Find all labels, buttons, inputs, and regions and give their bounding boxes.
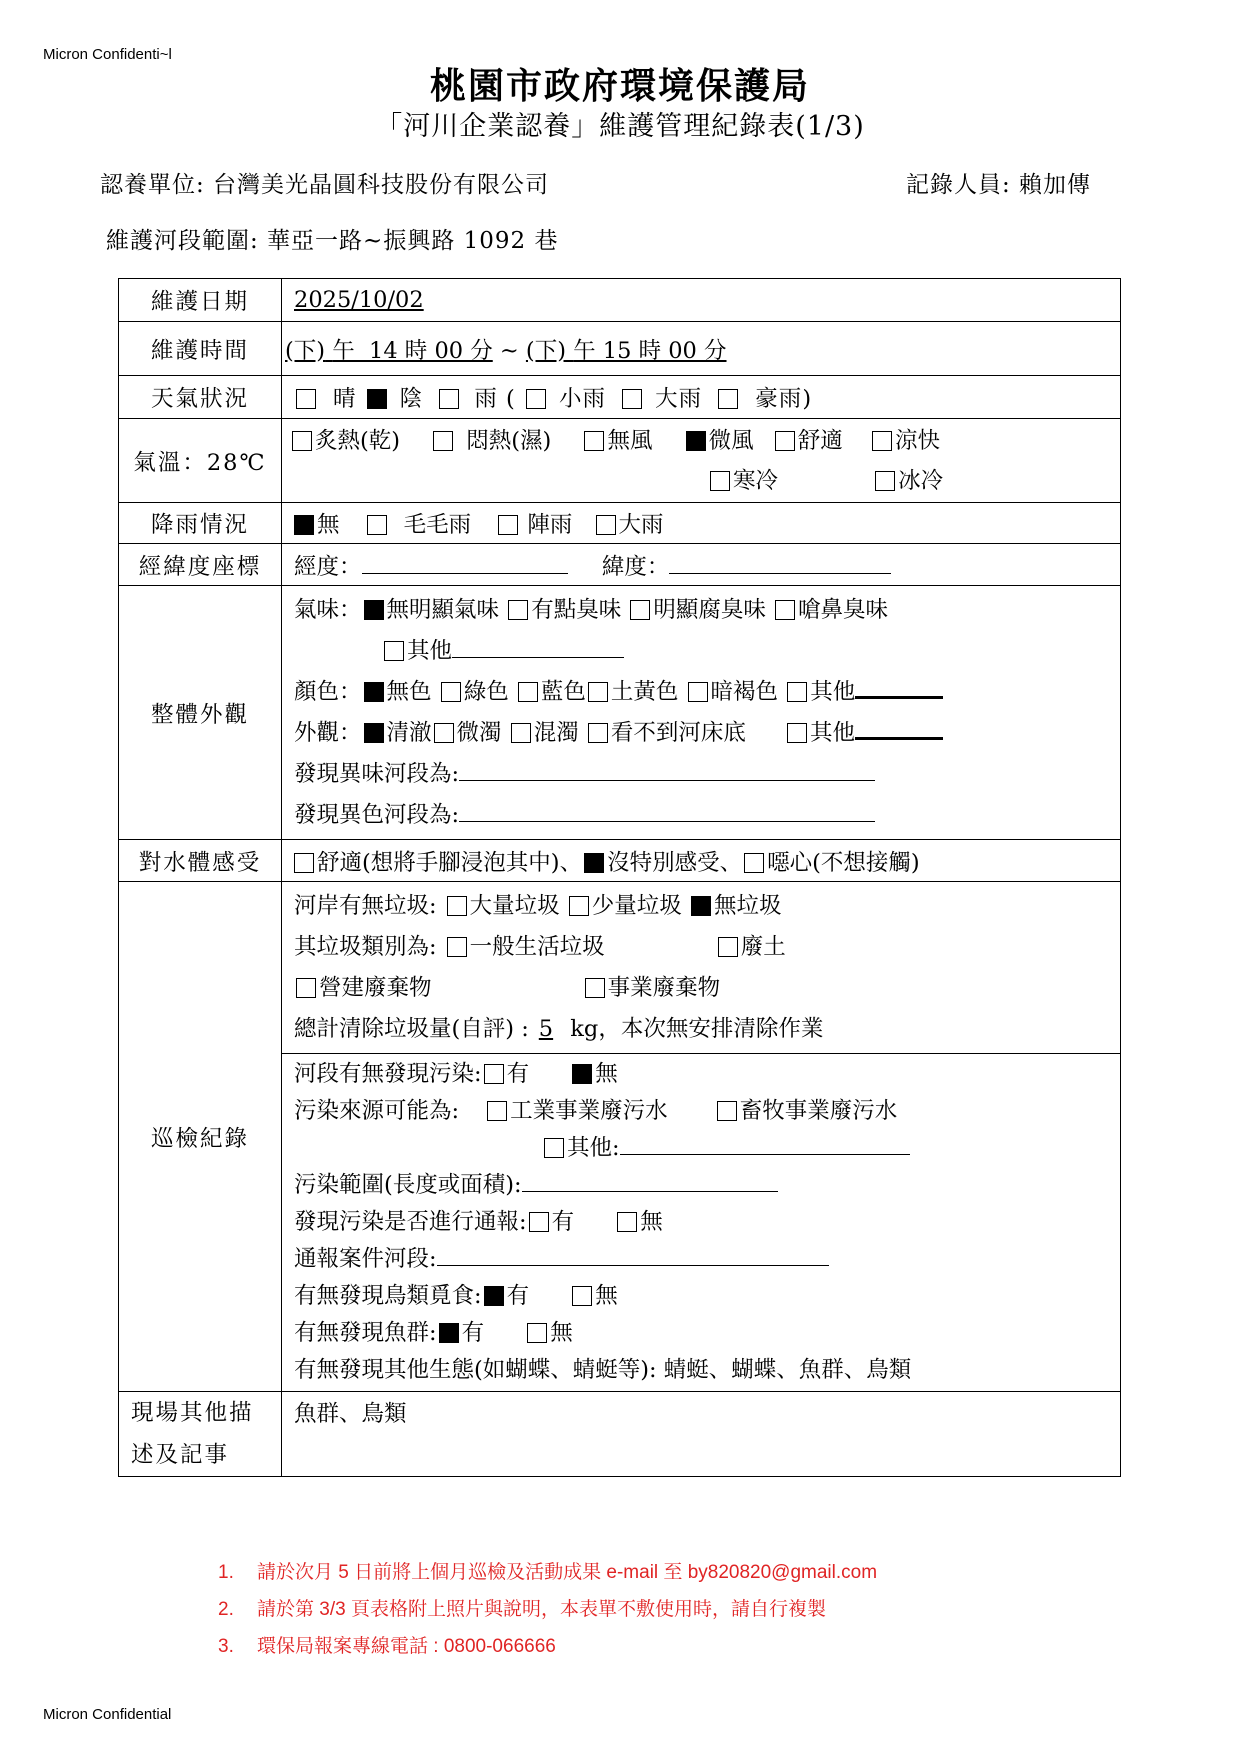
checkbox-torrential-rain[interactable] [718, 389, 738, 409]
confidential-mark-bottom: Micron Confidential [43, 1706, 172, 1723]
look-option-label: 其他 [810, 719, 856, 746]
checkbox-source-other[interactable] [544, 1138, 564, 1158]
row-coordinates [119, 544, 1121, 586]
footer-notes [218, 1554, 877, 1665]
source-label: 污染來源可能為: [294, 1098, 460, 1124]
smell-option-label: 明顯腐臭味 [653, 596, 766, 623]
checkbox-no-trash[interactable] [691, 896, 711, 916]
checkbox-fish-yes[interactable] [439, 1323, 459, 1343]
rain-option-label: 無 [317, 512, 340, 538]
trash-type-label: 營建廢棄物 [319, 974, 432, 1001]
odor-section-label: 發現異味河段為: [294, 760, 460, 787]
checkbox-drizzle[interactable] [367, 515, 387, 535]
checkbox-slightly-turbid[interactable] [434, 723, 454, 743]
checkbox-no-wind[interactable] [584, 431, 604, 451]
trash-label: 河岸有無垃圾: [294, 892, 437, 919]
coordinates-cell [282, 544, 1121, 586]
checkbox-look-other[interactable] [787, 723, 807, 743]
yes-label: 有 [551, 1209, 575, 1235]
time-end [526, 338, 727, 364]
longitude-field[interactable] [362, 551, 568, 574]
temp-option-label: 微風 [708, 427, 754, 454]
birds-label: 有無發現鳥類覓食: [294, 1283, 482, 1309]
time-value-cell [282, 322, 1121, 376]
checkbox-cool[interactable] [872, 431, 892, 451]
checkbox-heavy-rain[interactable] [622, 389, 642, 409]
time-start [285, 338, 493, 364]
extent-field[interactable] [522, 1169, 778, 1192]
checkbox-household-trash[interactable] [447, 937, 467, 957]
checkbox-report-no[interactable] [617, 1212, 637, 1232]
rain-option-label: 毛毛雨 [403, 512, 472, 538]
odor-section-field[interactable] [459, 758, 875, 781]
color-section-label: 發現異色河段為: [294, 801, 460, 828]
note-text: 請於次月 5 日前將上個月巡檢及活動成果 e-mail 至 by820820@gmail.com [257, 1562, 878, 1583]
feeling-separator: 、 [719, 849, 743, 876]
footer-note [218, 1554, 877, 1591]
org-title: 桃園市政府環境保護局 [429, 65, 810, 107]
label-patrol: 巡檢紀錄 [119, 882, 282, 1392]
recorder: 記錄人員: 賴加傳 [906, 172, 1092, 198]
smell-label: 氣味： [294, 596, 362, 623]
source-other-field[interactable] [620, 1132, 910, 1155]
feeling-option-label: 舒適(想將手腳浸泡其中) [317, 849, 560, 876]
fish-label: 有無發現魚群: [294, 1320, 437, 1346]
time-end-ampm: (下) [525, 337, 566, 364]
note-number: 2. [218, 1599, 234, 1620]
date-value-cell [282, 279, 1121, 322]
yes-label: 有 [461, 1320, 485, 1346]
checkbox-blue[interactable] [518, 682, 538, 702]
checkbox-report-yes[interactable] [529, 1212, 549, 1232]
weather-option-label: 豪雨 [755, 386, 803, 412]
row-other-notes [119, 1392, 1121, 1477]
checkbox-much-trash[interactable] [447, 896, 467, 916]
checkbox-disgusting[interactable] [744, 853, 764, 873]
row-date [119, 279, 1121, 322]
trash-option-label: 少量垃圾 [591, 892, 682, 919]
confidential-mark-top: Micron Confidenti~l [43, 46, 172, 63]
color-option-label: 土黃色 [610, 678, 679, 705]
date-value: 2025/10/02 [294, 287, 424, 313]
temp-option-label: 寒冷 [733, 467, 779, 494]
no-label: 無 [640, 1209, 663, 1235]
row-appearance [119, 586, 1121, 840]
time-start-ampm: (下) [285, 337, 326, 364]
checkbox-color-other[interactable] [787, 682, 807, 702]
weather-option-label: 大雨 [655, 386, 703, 412]
row-time [119, 322, 1121, 376]
label-water-feeling: 對水體感受 [119, 840, 282, 882]
footer-note [218, 1628, 877, 1665]
color-option-label: 無色 [386, 678, 432, 705]
checkbox-freezing[interactable] [875, 471, 895, 491]
checkbox-industrial-waste[interactable] [585, 978, 605, 998]
time-tilde: ~ [499, 337, 519, 364]
checkbox-fish-no[interactable] [527, 1323, 547, 1343]
checkbox-muggy[interactable] [433, 431, 453, 451]
temp-option-label: 冰冷 [898, 467, 944, 494]
look-option-label: 看不到河床底 [610, 719, 746, 746]
look-label: 外觀： [294, 719, 362, 746]
checkbox-light-rain[interactable] [526, 389, 546, 409]
report-label: 發現污染是否進行通報: [294, 1209, 527, 1235]
checkbox-little-trash[interactable] [569, 896, 589, 916]
temp-option-label: 涼快 [894, 427, 940, 454]
extent-label: 污染範圍(長度或面積): [294, 1172, 522, 1198]
trash-total-suffix: kg，本次無安排清除作業 [570, 1015, 824, 1042]
checkbox-no-feeling[interactable] [584, 853, 604, 873]
label-temperature: 氣溫：28℃ [119, 419, 282, 503]
patrol-trash-cell [282, 882, 1121, 1054]
checkbox-rain[interactable] [439, 389, 459, 409]
label-other-notes: 現場其他描述及記事 [119, 1392, 282, 1477]
yes-label: 有 [506, 1283, 530, 1309]
row-rainfall [119, 503, 1121, 544]
source-option-label: 工業事業廢污水 [510, 1098, 668, 1124]
label-weather: 天氣狀況 [119, 376, 282, 419]
look-option-label: 清澈 [386, 719, 432, 746]
checkbox-dark-brown[interactable] [688, 682, 708, 702]
other-notes-value: 魚群、鳥類 [282, 1392, 1121, 1477]
trash-option-label: 無垃圾 [713, 892, 782, 919]
temp-option-label: 無風 [607, 427, 653, 454]
checkbox-cold[interactable] [710, 471, 730, 491]
rainfall-options [282, 503, 1121, 544]
label-rainfall: 降雨情況 [119, 503, 282, 544]
checkbox-breeze[interactable] [686, 431, 706, 451]
temp-option-label: 舒適 [797, 427, 843, 454]
no-label: 無 [595, 1061, 618, 1087]
latitude-field[interactable] [669, 551, 891, 574]
feeling-option-label: 噁心(不想接觸) [767, 849, 920, 876]
trash-type-label: 一般生活垃圾 [469, 933, 605, 960]
checkbox-no-odor[interactable] [364, 600, 384, 620]
trash-option-label: 大量垃圾 [469, 892, 560, 919]
checkbox-construction-waste[interactable] [296, 978, 316, 998]
eco-label: 有無發現其他生態(如蝴蝶、蜻蜓等): [294, 1357, 657, 1383]
weather-options [282, 376, 1121, 419]
checkbox-pollution-no[interactable] [572, 1064, 592, 1084]
checkbox-downpour[interactable] [596, 515, 616, 535]
smell-option-label: 其他 [407, 637, 453, 664]
temp-option-label: 炙熱(乾) [315, 427, 401, 454]
checkbox-scorching[interactable] [292, 431, 312, 451]
look-option-label: 混濁 [533, 719, 579, 746]
look-other-field[interactable] [855, 715, 943, 740]
source-option-label: 畜牧事業廢污水 [739, 1098, 898, 1124]
rain-option-label: 大雨 [618, 512, 664, 538]
feeling-options [282, 840, 1121, 882]
row-weather [119, 376, 1121, 419]
color-option-label: 藍色 [540, 678, 586, 705]
weather-option-label: 雨 [474, 386, 498, 412]
checkbox-colorless[interactable] [364, 682, 384, 702]
trash-total-value: 5 [538, 1015, 554, 1042]
weather-option-label: 陰 [399, 386, 424, 412]
source-option-label: 其他: [567, 1135, 620, 1161]
checkbox-slight-odor[interactable] [508, 600, 528, 620]
trash-total-label: 總計清除垃圾量(自評) : [294, 1015, 529, 1042]
checkbox-earthy-yellow[interactable] [588, 682, 608, 702]
latitude-label: 緯度： [601, 553, 670, 580]
trash-type-label: 事業廢棄物 [607, 974, 721, 1001]
row-temperature [119, 419, 1121, 503]
appearance-cell [282, 586, 1121, 840]
form-title: 「河川企業認養」維護管理紀錄表(1/3) [375, 111, 865, 142]
checkbox-livestock-wastewater[interactable] [717, 1101, 737, 1121]
pollution-label: 河段有無發現污染: [294, 1061, 482, 1087]
checkbox-waste-soil[interactable] [718, 937, 738, 957]
no-label: 無 [595, 1283, 618, 1309]
checkbox-feel-comfortable[interactable] [294, 853, 314, 873]
smell-option-label: 有點臭味 [531, 596, 622, 623]
patrol-pollution-cell [282, 1054, 1121, 1392]
adopter-unit: 認養單位: 台灣美光晶圓科技股份有限公司 [100, 172, 550, 198]
row-patrol-trash [119, 882, 1121, 1054]
checkbox-rotten-odor[interactable] [630, 600, 650, 620]
checkbox-industrial-wastewater[interactable] [487, 1101, 507, 1121]
checkbox-pollution-yes[interactable] [484, 1064, 504, 1084]
color-option-label: 其他 [810, 678, 856, 705]
feeling-separator: 、 [559, 849, 583, 876]
note-text: 環保局報案專線電話 : 0800-066666 [257, 1636, 556, 1657]
checkbox-showers[interactable] [498, 515, 518, 535]
temperature-options [282, 419, 1121, 503]
note-number: 3. [218, 1636, 234, 1657]
note-number: 1. [218, 1562, 234, 1583]
weather-close-paren: ) [802, 386, 813, 412]
color-label: 顏色： [294, 678, 362, 705]
smell-option-label: 無明顯氣味 [386, 596, 500, 623]
river-range: 維護河段範圍: 華亞一路~振興路 1092 巷 [106, 228, 559, 254]
checkbox-smell-other[interactable] [384, 641, 404, 661]
maintenance-record-table [118, 278, 1121, 1477]
note-text: 請於第 3/3 頁表格附上照片與說明，本表單不敷使用時，請自行複製 [257, 1599, 826, 1620]
look-option-label: 微濁 [456, 719, 502, 746]
label-appearance: 整體外觀 [119, 586, 282, 840]
smell-option-label: 嗆鼻臭味 [798, 596, 889, 623]
checkbox-birds-yes[interactable] [484, 1286, 504, 1306]
rain-option-label: 陣雨 [527, 512, 573, 538]
longitude-label: 經度： [294, 553, 362, 580]
time-start-text: 午 14 時 00 分 [332, 337, 493, 364]
color-other-field[interactable] [855, 674, 943, 699]
footer-note [218, 1591, 877, 1628]
report-section-label: 通報案件河段: [294, 1246, 437, 1272]
checkbox-comfortable[interactable] [775, 431, 795, 451]
label-coordinates: 經緯度座標 [119, 544, 282, 586]
report-section-field[interactable] [437, 1243, 829, 1266]
weather-open-paren: ( [506, 386, 516, 412]
checkbox-green[interactable] [441, 682, 461, 702]
time-end-text: 午 15 時 00 分 [573, 337, 727, 364]
color-option-label: 綠色 [463, 678, 509, 705]
checkbox-pungent-odor[interactable] [775, 600, 795, 620]
weather-option-label: 晴 [333, 386, 357, 412]
smell-other-field[interactable] [452, 635, 624, 658]
yes-label: 有 [506, 1061, 530, 1087]
row-water-feeling [119, 840, 1121, 882]
checkbox-clear[interactable] [364, 723, 384, 743]
label-time: 維護時間 [119, 322, 282, 376]
checkbox-turbid[interactable] [511, 723, 531, 743]
checkbox-birds-no[interactable] [572, 1286, 592, 1306]
eco-value: 蜻蜓、蝴蝶、魚群、鳥類 [663, 1357, 912, 1383]
color-section-field[interactable] [459, 799, 875, 822]
label-date: 維護日期 [119, 279, 282, 322]
trash-type-label: 其垃圾類別為: [294, 933, 437, 960]
weather-option-label: 小雨 [558, 386, 606, 412]
checkbox-sunny[interactable] [296, 389, 316, 409]
trash-type-label: 廢土 [740, 933, 786, 960]
checkbox-cloudy[interactable] [367, 389, 387, 409]
checkbox-no-rain[interactable] [294, 515, 314, 535]
feeling-option-label: 沒特別感受 [607, 849, 720, 876]
color-option-label: 暗褐色 [710, 678, 779, 705]
no-label: 無 [550, 1320, 573, 1346]
temp-option-label: 悶熱(濕) [466, 427, 552, 454]
checkbox-riverbed-invisible[interactable] [588, 723, 608, 743]
